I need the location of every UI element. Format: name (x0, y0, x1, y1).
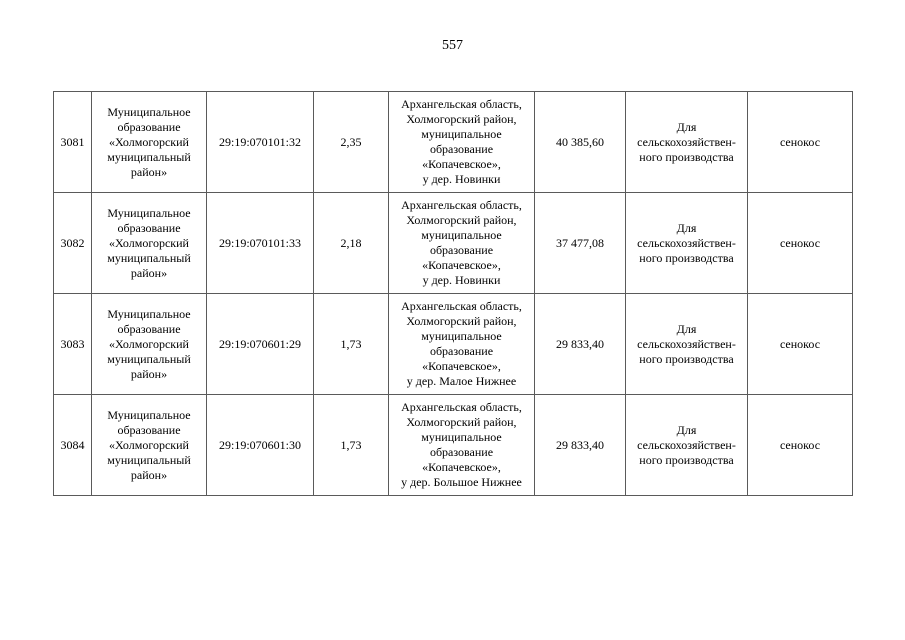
purpose-cell: Для сельскохозяйствен- ного производства (626, 395, 748, 496)
owner-cell: Муниципальное образование «Холмогорский муниципальный район» (92, 395, 207, 496)
cadastral-number-cell: 29:19:070601:30 (207, 395, 314, 496)
cadastral-value-cell: 40 385,60 (535, 92, 626, 193)
location-cell: Архангельская область, Холмогорский район, муниципальное образование «Копачевское», у дер. Большое Нижнее (389, 395, 535, 496)
land-use-cell: сенокос (748, 395, 853, 496)
cadastral-value-cell: 29 833,40 (535, 294, 626, 395)
area-cell: 1,73 (314, 395, 389, 496)
owner-cell: Муниципальное образование «Холмогорский муниципальный район» (92, 92, 207, 193)
cadastral-number-cell: 29:19:070601:29 (207, 294, 314, 395)
purpose-cell: Для сельскохозяйствен- ного производства (626, 294, 748, 395)
location-cell: Архангельская область, Холмогорский район, муниципальное образование «Копачевское», у дер. Новинки (389, 193, 535, 294)
owner-cell: Муниципальное образование «Холмогорский муниципальный район» (92, 193, 207, 294)
table-row (54, 294, 853, 395)
location-cell: Архангельская область, Холмогорский район, муниципальное образование «Копачевское», у дер. Новинки (389, 92, 535, 193)
land-use-cell: сенокос (748, 193, 853, 294)
area-cell: 2,18 (314, 193, 389, 294)
cadastral-number-cell: 29:19:070101:33 (207, 193, 314, 294)
area-cell: 2,35 (314, 92, 389, 193)
cadastral-number-cell: 29:19:070101:32 (207, 92, 314, 193)
location-cell: Архангельская область, Холмогорский район, муниципальное образование «Копачевское», у дер. Малое Нижнее (389, 294, 535, 395)
row-number-cell: 3081 (54, 92, 92, 193)
area-cell: 1,73 (314, 294, 389, 395)
page-number: 557 (442, 38, 463, 53)
purpose-cell: Для сельскохозяйствен- ного производства (626, 193, 748, 294)
owner-cell: Муниципальное образование «Холмогорский муниципальный район» (92, 294, 207, 395)
purpose-cell: Для сельскохозяйствен- ного производства (626, 92, 748, 193)
land-registry-table (53, 91, 853, 496)
row-number-cell: 3083 (54, 294, 92, 395)
cadastral-value-cell: 37 477,08 (535, 193, 626, 294)
row-number-cell: 3082 (54, 193, 92, 294)
table-row (54, 395, 853, 496)
land-use-cell: сенокос (748, 92, 853, 193)
cadastral-value-cell: 29 833,40 (535, 395, 626, 496)
table-row (54, 193, 853, 294)
row-number-cell: 3084 (54, 395, 92, 496)
table-row (54, 92, 853, 193)
land-use-cell: сенокос (748, 294, 853, 395)
